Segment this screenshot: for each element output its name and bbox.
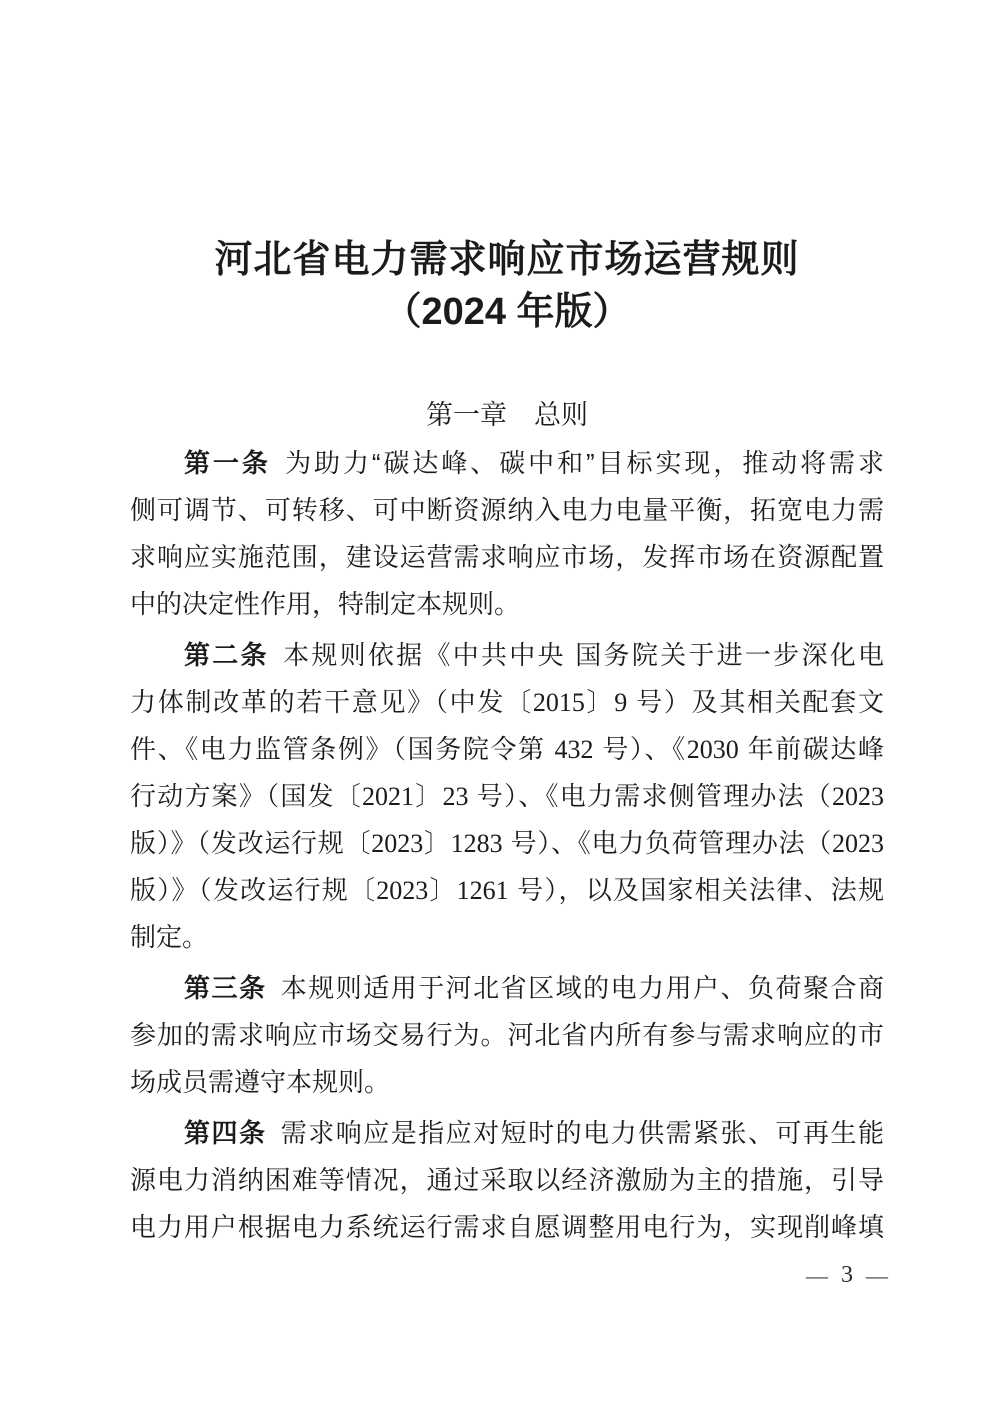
article-label: 第四条 [184, 1118, 267, 1148]
paragraph-line: 电力用户根据电力系统运行需求自愿调整用电行为，实现削峰填 [130, 1212, 884, 1242]
paragraph-line: 源电力消纳困难等情况，通过采取以经济激励为主的措施，引导 [130, 1165, 884, 1195]
paragraph-line: 参加的需求响应市场交易行为。河北省内所有参与需求响应的市 [130, 1020, 884, 1050]
chapter-number: 第一章 [426, 400, 507, 430]
article-3 [130, 965, 884, 1106]
paragraph-line: 行动方案》（国发〔2021〕23 号）、《电力需求侧管理办法（2023 [130, 781, 884, 811]
article-4 [130, 1110, 884, 1251]
page-number-value: 3 [841, 1262, 853, 1288]
paragraph-line: 版）》（发改运行规〔2023〕1261 号），以及国家相关法律、法规 [130, 875, 884, 905]
paragraph-text: 本规则适用于河北省区域的电力用户、负荷聚合商 [280, 973, 884, 1003]
paragraph-text: 为助力“碳达峰、碳中和”目标实现，推动将需求 [285, 448, 884, 478]
document-title: 河北省电力需求响应市场运营规则 [214, 239, 800, 281]
page-number-dash-right: — [866, 1262, 888, 1288]
paragraph-line [130, 965, 884, 1012]
paragraph-line: 力体制改革的若干意见》（中发〔2015〕9 号）及其相关配套文 [130, 687, 884, 717]
paragraph-line: 求响应实施范围，建设运营需求响应市场，发挥市场在资源配置 [130, 542, 884, 572]
chapter-title: 总则 [534, 400, 588, 430]
paragraph-line: 侧可调节、可转移、可中断资源纳入电力电量平衡，拓宽电力需 [130, 495, 884, 525]
article-label: 第一条 [184, 448, 271, 478]
paragraph-line: 件、《电力监管条例》（国务院令第 432 号）、《2030 年前碳达峰 [130, 734, 884, 764]
paragraph-line [130, 632, 884, 679]
article-label: 第二条 [184, 640, 269, 670]
paragraph-line [130, 1110, 884, 1157]
page-number-dash-left: — [806, 1262, 828, 1288]
paragraph-line: 中的决定性作用，特制定本规则。 [130, 589, 521, 619]
chapter-heading [130, 398, 884, 432]
paragraph-line [130, 440, 884, 487]
article-2 [130, 632, 884, 961]
article-1 [130, 440, 884, 628]
page-number [806, 1262, 888, 1289]
paragraph-text: 本规则依据《中共中央 国务院关于进一步深化电 [283, 640, 884, 670]
paragraph-line: 场成员需遵守本规则。 [130, 1067, 391, 1097]
document-content [130, 0, 884, 1255]
paragraph-line: 版）》（发改运行规〔2023〕1283 号）、《电力负荷管理办法（2023 [130, 828, 884, 858]
article-label: 第三条 [184, 973, 267, 1003]
paragraph-line: 制定。 [130, 922, 209, 952]
document-subtitle: （2024 年版） [383, 291, 631, 333]
paragraph-text: 需求响应是指应对短时的电力供需紧张、可再生能 [280, 1118, 884, 1148]
